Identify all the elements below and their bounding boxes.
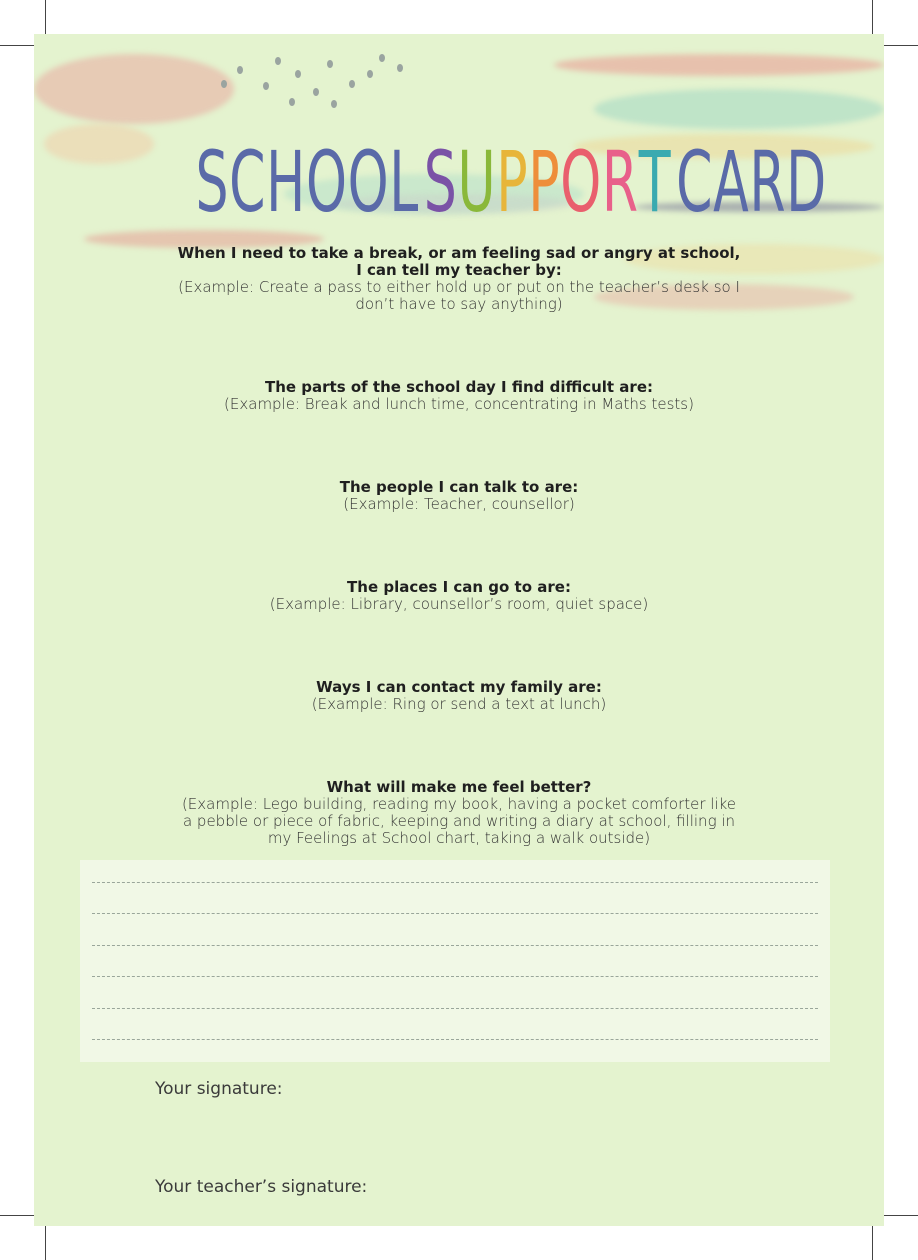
title-letter: R [601, 133, 639, 231]
dots-decoration [34, 34, 884, 134]
section-example: (Example: Lego building, reading my book, having a pocket comforter like [181, 795, 737, 813]
your-signature-label: Your signature: [155, 1079, 283, 1099]
section-example: a pebble or piece of fabric, keeping and writing a diary at school, filling in [182, 812, 736, 830]
section-places [34, 579, 884, 613]
section-take-a-break [34, 245, 884, 313]
title-letter: H [266, 133, 306, 231]
title-letter: O [560, 133, 602, 231]
writing-line [92, 1039, 818, 1040]
section-question: When I need to take a break, or am feeling sad or angry at school, [177, 244, 741, 262]
section-contact-family [34, 679, 884, 713]
writing-line [92, 1008, 818, 1009]
title-letter: O [305, 133, 348, 231]
crop-mark [884, 45, 918, 46]
title-letter: S [423, 133, 458, 231]
section-feel-better [34, 779, 884, 847]
title-letter: U [457, 133, 497, 231]
section-question: Ways I can contact my family are: [316, 678, 602, 696]
title-letter: C [229, 133, 267, 231]
crop-mark [884, 1215, 918, 1216]
section-example: (Example: Teacher, counsellor) [343, 495, 575, 513]
section-question: The people I can talk to are: [339, 478, 579, 496]
writing-line [92, 882, 818, 883]
card-title [195, 132, 827, 232]
writing-line [92, 945, 818, 946]
section-example: (Example: Break and lunch time, concentrating in Maths tests) [224, 395, 694, 413]
section-question: I can tell my teacher by: [356, 261, 562, 279]
crop-mark [872, 0, 873, 34]
writing-area[interactable] [80, 860, 830, 1062]
section-example: (Example: Library, counsellor’s room, quiet space) [269, 595, 649, 613]
section-question: What will make me feel better? [326, 778, 592, 796]
crop-mark [0, 45, 34, 46]
title-letter: O [347, 133, 390, 231]
crop-mark [0, 1215, 34, 1216]
title-letter: P [496, 133, 529, 231]
teacher-signature-label: Your teacher’s signature: [155, 1177, 368, 1197]
section-question: The places I can go to are: [347, 578, 571, 596]
section-example: (Example: Ring or send a text at lunch) [311, 695, 607, 713]
title-letter: D [786, 133, 827, 231]
section-difficult-parts [34, 379, 884, 413]
crop-mark [45, 1226, 46, 1260]
support-card [34, 34, 884, 1226]
title-letter: L [389, 133, 419, 231]
writing-line [92, 976, 818, 977]
section-example: (Example: Create a pass to either hold up or put on the teacher’s desk so I [178, 278, 740, 296]
title-letter: T [638, 133, 672, 231]
section-example: don’t have to say anything) [355, 295, 563, 313]
title-letter: A [713, 133, 750, 231]
title-letter: C [676, 133, 714, 231]
title-letter: S [195, 133, 230, 231]
section-question: The parts of the school day I find difficult are: [264, 378, 653, 396]
section-example: my Feelings at School chart, taking a walk outside) [267, 829, 651, 847]
section-people [34, 479, 884, 513]
title-letter: R [749, 133, 787, 231]
writing-line [92, 913, 818, 914]
crop-mark [45, 0, 46, 34]
crop-mark [872, 1226, 873, 1260]
title-letter: P [528, 133, 561, 231]
